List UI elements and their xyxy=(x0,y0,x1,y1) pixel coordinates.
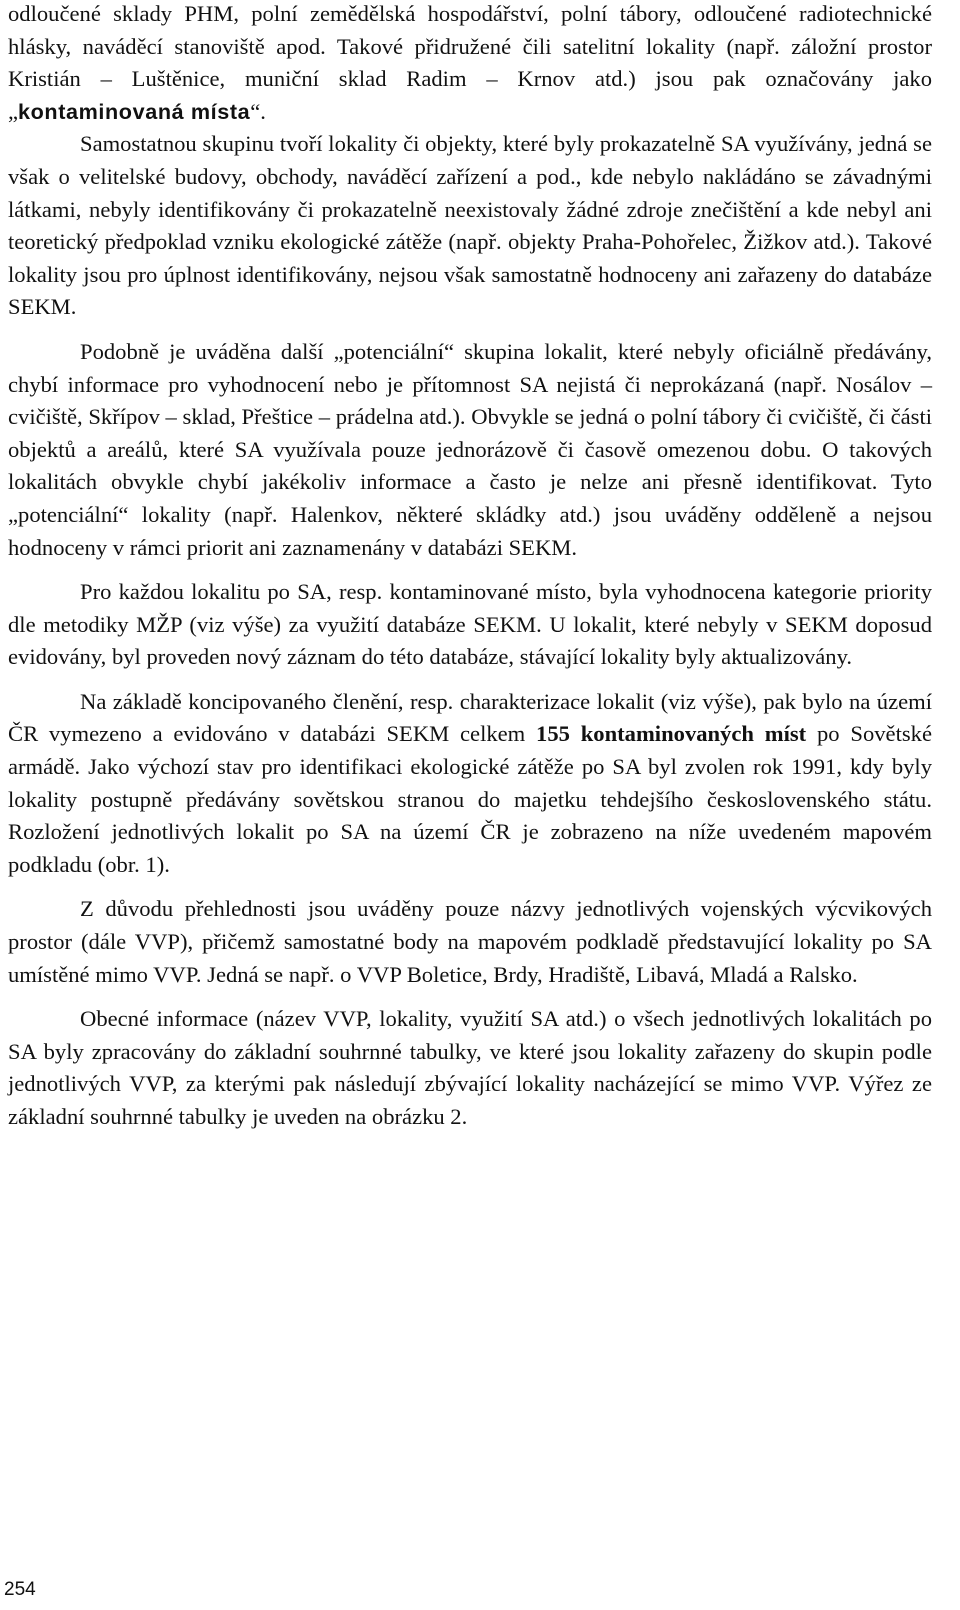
paragraph-text-end: “. xyxy=(250,98,266,124)
paragraph-text: Na základě koncipovaného členění, resp. charakterizace lokalit (viz výše), pak bylo na území ČR vymezeno a evidováno v databázi SEKM celkem xyxy=(8,688,932,747)
paragraph-text: odloučené sklady PHM, polní zemědělská hospodářství, polní tábory, odloučené radiotechnické hlásky, naváděcí stanoviště apod. Takové přidružené čili satelitní lokality (např. záložní prostor Kristián – Luštěnice, muniční sklad Radim – Krnov atd.) jsou pak označovány jako „ xyxy=(8,1,932,124)
paragraph: Obecné informace (název VVP, lokality, využití SA atd.) o všech jednotlivých lokalitách po SA byly zpracovány do základní souhrnné tabulky, ve které jsou lokality zařazeny do skupin podle jednotlivých VVP, za kterými pak následují zbývající lokality nacházející se mimo VVP. Výřez ze základní souhrnné tabulky je uveden na obrázku 2. xyxy=(8,1006,932,1129)
paragraph-continuation xyxy=(8,0,932,128)
paragraph: Pro každou lokalitu po SA, resp. kontaminované místo, byla vyhodnocena kategorie priority dle metodiky MŽP (viz výše) za využití databáze SEKM. U lokalit, které nebyly v SEKM doposud evidovány, byl proveden nový záznam do této databáze, stávající lokality byly aktualizovány. xyxy=(8,579,932,670)
page-number: 254 xyxy=(4,1579,36,1600)
paragraph: Samostatnou skupinu tvoří lokality či objekty, které byly prokazatelně SA využívány, jedná se však o velitelské budovy, obchody, naváděcí zařízení a pod., kde nebylo nakládáno se závadnými látkami, nebyly identifikovány či prokazatelně neexistovaly žádné zdroje znečištění a kde nebyl ani teoretický předpoklad vzniku ekologické zátěže (např. objekty Praha-Pohořelec, Žižkov atd.). Takové lokality jsou pro úplnost identifikovány, nejsou však samostatně hodnoceny ani zařazeny do databáze SEKM. xyxy=(8,131,932,320)
document-page xyxy=(8,0,932,1134)
emphasized-term: kontaminovaná místa xyxy=(18,98,251,124)
paragraph: Podobně je uváděna další „potenciální“ skupina lokalit, které nebyly oficiálně předávány, chybí informace pro vyhodnocení nebo je přítomnost SA nejistá či neprokázaná (např. Nosálov – cvičiště, Skřípov – sklad, Přeštice – prádelna atd.). Obvykle se jedná o polní tábory či cvičiště, či části objektů a areálů, které SA využívala pouze jednorázově či časově omezenou dobu. O takových lokalitách obvykle chybí jakékoliv informace a často je nelze ani přesně identifikovat. Tyto „potenciální“ lokality (např. Halenkov, některé skládky atd.) jsou uváděny odděleně a nejsou hodnoceny v rámci priorit ani zaznamenány v databázi SEKM. xyxy=(8,338,932,560)
paragraph-text-end: po Sovětské armádě. Jako výchozí stav pro identifikaci ekologické zátěže po SA byl zvolen rok 1991, kdy byly lokality postupně předávány sovětskou stranou do majetku tehdejšího československého státu. Rozložení jednotlivých lokalit po SA na území ČR je zobrazeno na níže uvedeném mapovém podkladu (obr. 1). xyxy=(8,721,932,877)
bold-count: 155 kontaminovaných míst xyxy=(536,721,807,747)
paragraph: Z důvodu přehlednosti jsou uváděny pouze názvy jednotlivých vojenských výcvikových prostor (dále VVP), přičemž samostatné body na mapovém podkladě představující lokality po SA umístěné mimo VVP. Jedná se např. o VVP Boletice, Brdy, Hradiště, Libavá, Mladá a Ralsko. xyxy=(8,896,932,987)
paragraph-with-bold xyxy=(8,686,932,882)
